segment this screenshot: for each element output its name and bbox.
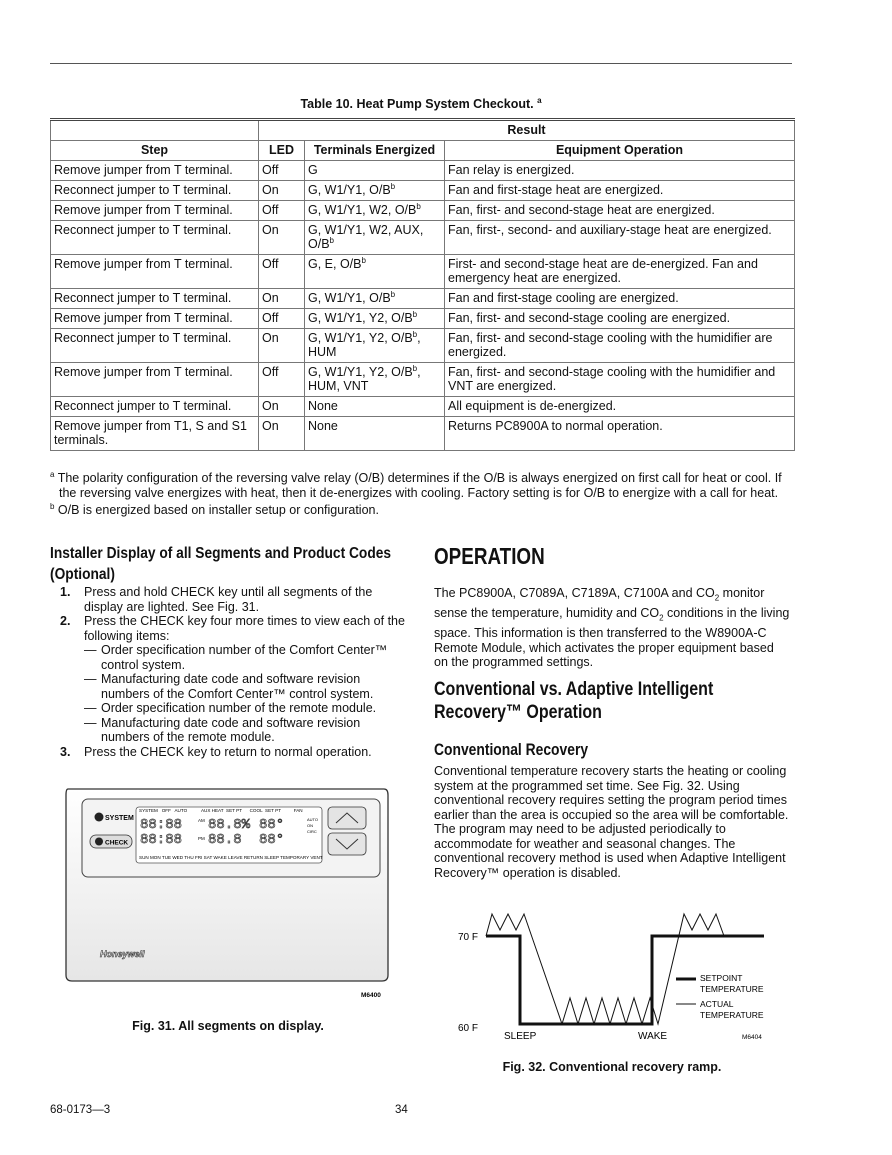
svg-text:88.8: 88.8 (208, 832, 242, 848)
lcd-fan-circ: CIRC (307, 829, 317, 834)
terminals-cell: G, W1/Y1, Y2, O/B$^b$ (305, 309, 445, 329)
label-sleep: SLEEP (504, 1031, 537, 1042)
terminals-cell: None (305, 397, 445, 417)
led-cell: Off (259, 255, 305, 289)
footnote-a: $^a$ The polarity configuration of the reversing valve relay (O/B) determines if the O/B is always energized on first call for heat or cool. If the reversing valve energizes with heat, then it de-energizes with cooling. Factory setting is for O/B to energize with a call for heat. (50, 470, 782, 500)
recovery-ramp-diagram (434, 900, 794, 1050)
legend-actual-label-2: TEMPERATURE (700, 1010, 764, 1020)
check-label: CHECK (105, 839, 129, 847)
table-row (51, 289, 795, 309)
led-cell: On (259, 417, 305, 451)
led-cell: Off (259, 309, 305, 329)
system-label: SYSTEM (105, 815, 134, 822)
operation-cell: Fan and first-stage cooling are energized. (445, 289, 795, 309)
terminals-cell: G, W1/Y1, O/B$^b$ (305, 181, 445, 201)
operation-cell: Fan, first- and second-stage cooling with the humidifier are energized. (445, 329, 795, 363)
led-cell: Off (259, 363, 305, 397)
check-button-dot-icon (95, 838, 103, 846)
label-wake: WAKE (638, 1031, 668, 1042)
led-cell: On (259, 397, 305, 417)
step-cell: Reconnect jumper to T terminal. (51, 397, 259, 417)
operation-heading: OPERATION (434, 543, 545, 569)
led-cell: On (259, 221, 305, 255)
operation-cell: Returns PC8900A to normal operation. (445, 417, 795, 451)
table-row (51, 309, 795, 329)
down-arrow-button[interactable] (328, 833, 366, 855)
heat-pump-checkout-table (50, 118, 795, 451)
table-row (51, 397, 795, 417)
dash-item: — Order specification number of the Comfort Center™ control system. (84, 643, 388, 672)
operation-cell: Fan, first- and second-stage cooling with the humidifier and VNT are energized. (445, 363, 795, 397)
page-number: 34 (395, 1104, 408, 1116)
table-header-row (51, 141, 795, 161)
svg-text:88.8%: 88.8% (208, 817, 251, 833)
legend-setpoint-label-1: SETPOINT (700, 973, 743, 983)
actual-temperature-line (486, 914, 724, 1024)
table-row (51, 181, 795, 201)
table-title: Table 10. Heat Pump System Checkout. $^a$ (300, 96, 542, 112)
step-cell: Remove jumper from T terminal. (51, 255, 259, 289)
table-header-terminals: Terminals Energized (305, 141, 445, 161)
led-cell: On (259, 289, 305, 309)
footnote-b: $^b$ O/B is energized based on installer setup or configuration. (50, 502, 379, 518)
system-button-icon[interactable] (95, 813, 104, 822)
terminals-cell: G, W1/Y1, Y2, O/B$^b$, HUM (305, 329, 445, 363)
step-cell: Remove jumper from T terminal. (51, 309, 259, 329)
fig32-caption: Fig. 32. Conventional recovery ramp. (502, 1060, 722, 1074)
table-header-empty (51, 120, 259, 141)
terminals-cell: G, E, O/B$^b$ (305, 255, 445, 289)
table-row (51, 329, 795, 363)
top-rule (50, 63, 792, 64)
step-cell: Reconnect jumper to T terminal. (51, 181, 259, 201)
lcd-top-labels: SYSTEM OFF AUTO AUX HEAT SET PT COOL SET PT FAN (139, 808, 303, 813)
fig31-code: M6400 (361, 992, 381, 999)
step-item: 2. Press the CHECK key four more times to view each of the following items: — Order specification number of the Comfort Center™ control system. — Manufacturing date code and software revision numbers of the Comfort Center™ control system. — Order specification number of the remote module. — Manufacturing date code and software revision numbers of the remote module. (50, 614, 410, 745)
table-row (51, 255, 795, 289)
dash-item: — Manufacturing date code and software revision numbers of the remote module. (84, 715, 361, 744)
table-row (51, 161, 795, 181)
led-cell: Off (259, 201, 305, 221)
honeywell-logo: Honeywell (100, 949, 145, 959)
terminals-cell: G, W1/Y1, W2, O/B$^b$ (305, 201, 445, 221)
step-cell: Remove jumper from T terminal. (51, 363, 259, 397)
installer-steps-list (50, 585, 410, 759)
operation-cell: First- and second-stage heat are de-energized. Fan and emergency heat are energized. (445, 255, 795, 289)
step-cell: Reconnect jumper to T terminal. (51, 221, 259, 255)
lcd-segment-digits (140, 817, 284, 848)
step-item: 1. Press and hold CHECK key until all segments of the display are lighted. See Fig. 31. (60, 585, 373, 614)
lcd-am: AM (198, 818, 205, 823)
svg-text:88°: 88° (259, 832, 285, 848)
table-header-step: Step (51, 141, 259, 161)
fig31-caption: Fig. 31. All segments on display. (132, 1019, 324, 1033)
conventional-recovery-heading: Conventional Recovery (434, 741, 589, 759)
dash-item: — Manufacturing date code and software revision numbers of the Comfort Center™ control system. (84, 672, 374, 701)
led-cell: On (259, 329, 305, 363)
table-row (51, 201, 795, 221)
svg-text:88:88: 88:88 (140, 817, 183, 833)
dash-item: — Order specification number of the remote module. (84, 701, 377, 715)
step-item: 3. Press the CHECK key to return to normal operation. (60, 744, 372, 759)
step-sublist (84, 643, 410, 745)
terminals-cell: G, W1/Y1, Y2, O/B$^b$, HUM, VNT (305, 363, 445, 397)
lcd-fan-auto: AUTO (307, 817, 319, 822)
document-number: 68-0173—3 (50, 1104, 111, 1116)
step-cell: Remove jumper from T terminal. (51, 201, 259, 221)
terminals-cell: G (305, 161, 445, 181)
led-cell: On (259, 181, 305, 201)
step-cell: Remove jumper from T1, S and S1 terminals. (51, 417, 259, 451)
operation-cell: Fan, first-, second- and auxiliary-stage heat are energized. (445, 221, 795, 255)
svg-text:88:88: 88:88 (140, 832, 183, 848)
terminals-cell: None (305, 417, 445, 451)
conventional-vs-adaptive-heading: Conventional vs. Adaptive Intelligent Recovery™ Operation (434, 678, 714, 723)
thermostat-illustration (62, 785, 392, 1005)
table-header-led: LED (259, 141, 305, 161)
step-cell: Reconnect jumper to T terminal. (51, 329, 259, 363)
installer-display-heading: Installer Display of all Segments and Product Codes (Optional) (50, 545, 392, 583)
table-header-operation: Equipment Operation (445, 141, 795, 161)
step-cell: Remove jumper from T terminal. (51, 161, 259, 181)
table-row (51, 221, 795, 255)
led-cell: Off (259, 161, 305, 181)
conventional-recovery-paragraph: Conventional temperature recovery starts the heating or cooling system at the programmed set time. See Fig. 32. Using conventional recovery requires setting the program period times earlier than the area is occupied so the area will be comfortable. The program may need to be adjusted periodically to accommodate for weather and seasonal changes. The conventional recovery method is used when Adaptive Intelligent Recovery™ operation is disabled. (434, 764, 789, 880)
up-arrow-button[interactable] (328, 807, 366, 829)
lcd-fan-on: ON (307, 823, 313, 828)
terminals-cell: G, W1/Y1, W2, AUX, O/B$^b$ (305, 221, 445, 255)
table-row (51, 363, 795, 397)
table-footnotes (50, 468, 792, 518)
label-60f: 60 F (458, 1023, 479, 1034)
operation-cell: Fan, first- and second-stage heat are energized. (445, 201, 795, 221)
table-group-header-row (51, 120, 795, 141)
table-header-result: Result (259, 120, 795, 141)
legend-actual-label-1: ACTUAL (700, 999, 734, 1009)
operation-paragraph: The PC8900A, C7089A, C7189A, C7100A and $CO_2$ monitor sense the temperature, humidity and $CO_2$ conditions in the living space. This information is then transferred to the W8900A-C Remote Module, which activates the proper equipment based on the programmed settings. (434, 586, 790, 669)
operation-cell: All equipment is de-energized. (445, 397, 795, 417)
fig32-code: M6404 (742, 1034, 762, 1041)
label-70f: 70 F (458, 932, 479, 943)
legend-setpoint-label-2: TEMPERATURE (700, 984, 764, 994)
operation-cell: Fan, first- and second-stage cooling are energized. (445, 309, 795, 329)
svg-text:88°: 88° (259, 817, 285, 833)
lcd-bottom-labels: SUN MON TUE WED THU FRI SAT WAKE LEAVE RETURN SLEEP TEMPORARY VENT (139, 855, 323, 860)
operation-cell: Fan and first-stage heat are energized. (445, 181, 795, 201)
operation-cell: Fan relay is energized. (445, 161, 795, 181)
table-row (51, 417, 795, 451)
lcd-pm: PM (198, 836, 205, 841)
step-cell: Reconnect jumper to T terminal. (51, 289, 259, 309)
terminals-cell: G, W1/Y1, O/B$^b$ (305, 289, 445, 309)
